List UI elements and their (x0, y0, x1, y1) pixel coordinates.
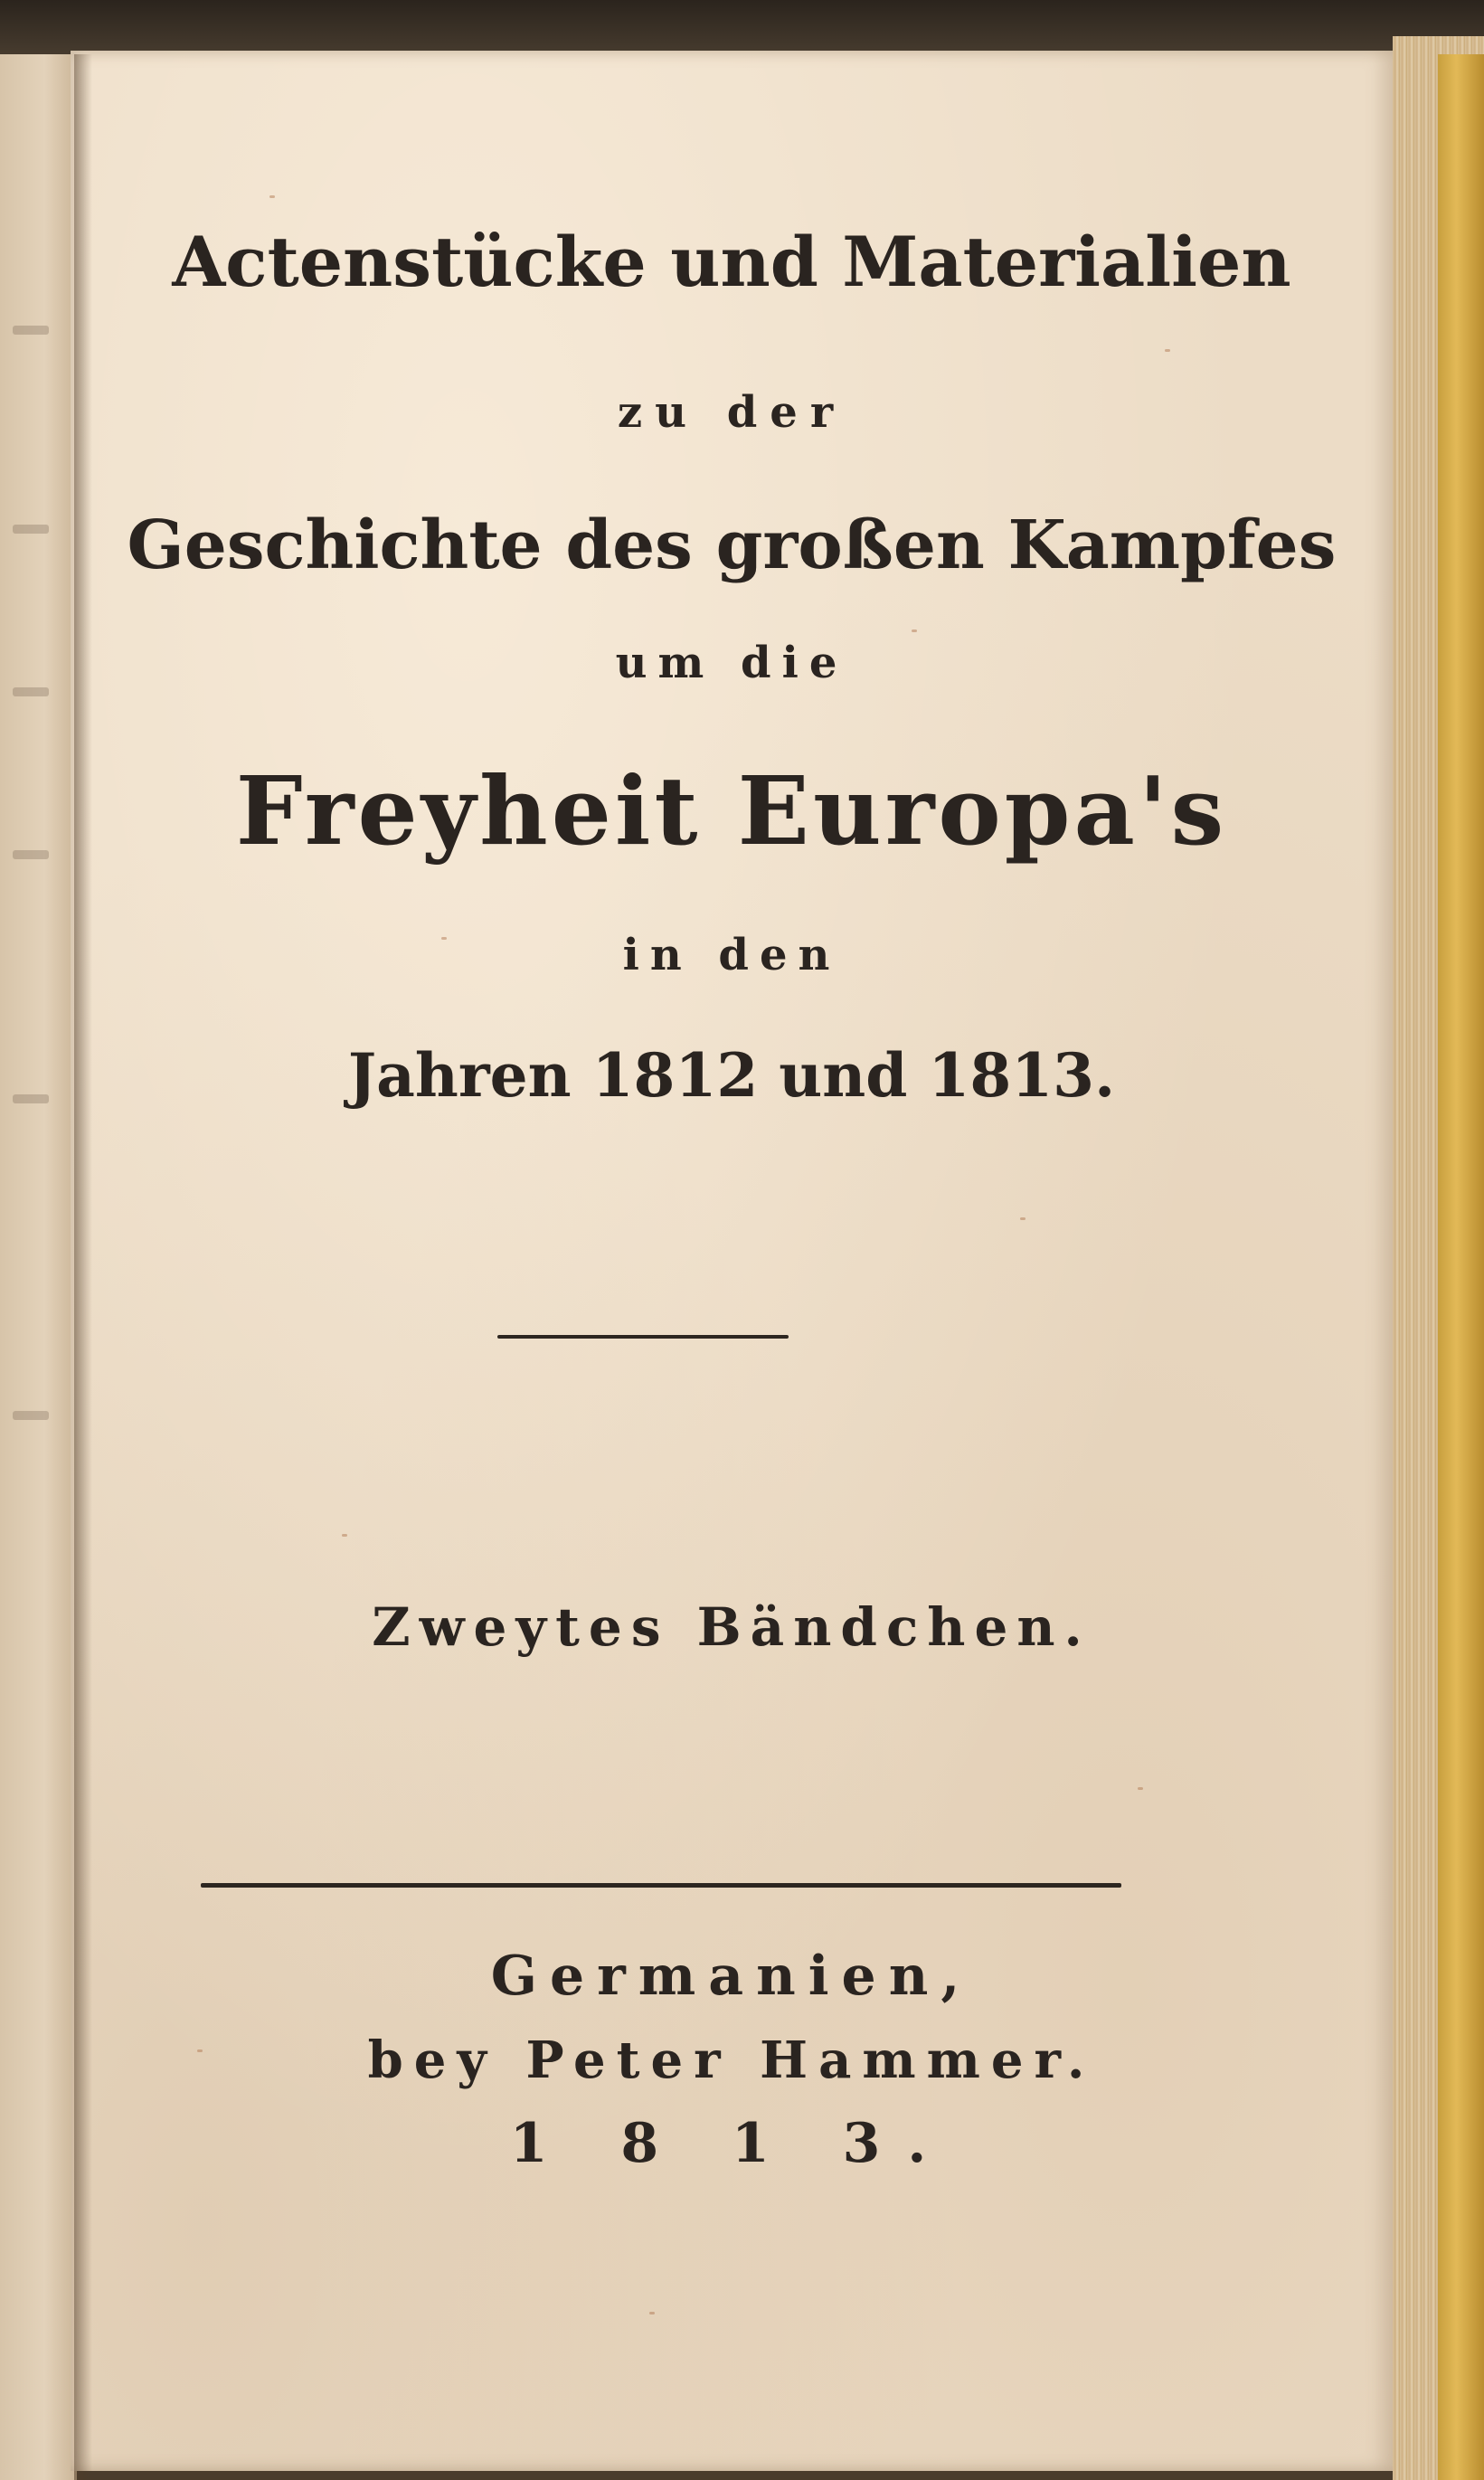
title-line-7: Jahren 1812 und 1813. (347, 1040, 1116, 1111)
ink-bleed (13, 687, 49, 696)
gilt-edge (1438, 54, 1484, 2480)
facing-page-edge (0, 54, 77, 2480)
title-line-1: Actenstücke und Materialien (172, 222, 1291, 302)
ink-bleed (13, 326, 49, 335)
short-divider-rule (497, 1335, 789, 1339)
imprint-place: Germanien, (490, 1945, 973, 2008)
ink-bleed (13, 1411, 49, 1420)
title-line-5: Freyheit Europa's (235, 755, 1228, 866)
imprint-publisher: bey Peter Hammer. (367, 2030, 1096, 2090)
ink-bleed (13, 850, 49, 859)
title-line-2: zu der (617, 387, 846, 438)
title-line-3: Geschichte des großen Kampfes (127, 506, 1337, 584)
ink-bleed (13, 1094, 49, 1103)
title-line-6: in den (622, 930, 841, 980)
title-line-4: um die (615, 638, 848, 688)
ink-bleed (13, 525, 49, 534)
long-divider-rule (201, 1883, 1121, 1888)
volume-label: Zweytes Bändchen. (372, 1596, 1092, 1658)
imprint-year: 1 8 1 3. (509, 2112, 954, 2175)
